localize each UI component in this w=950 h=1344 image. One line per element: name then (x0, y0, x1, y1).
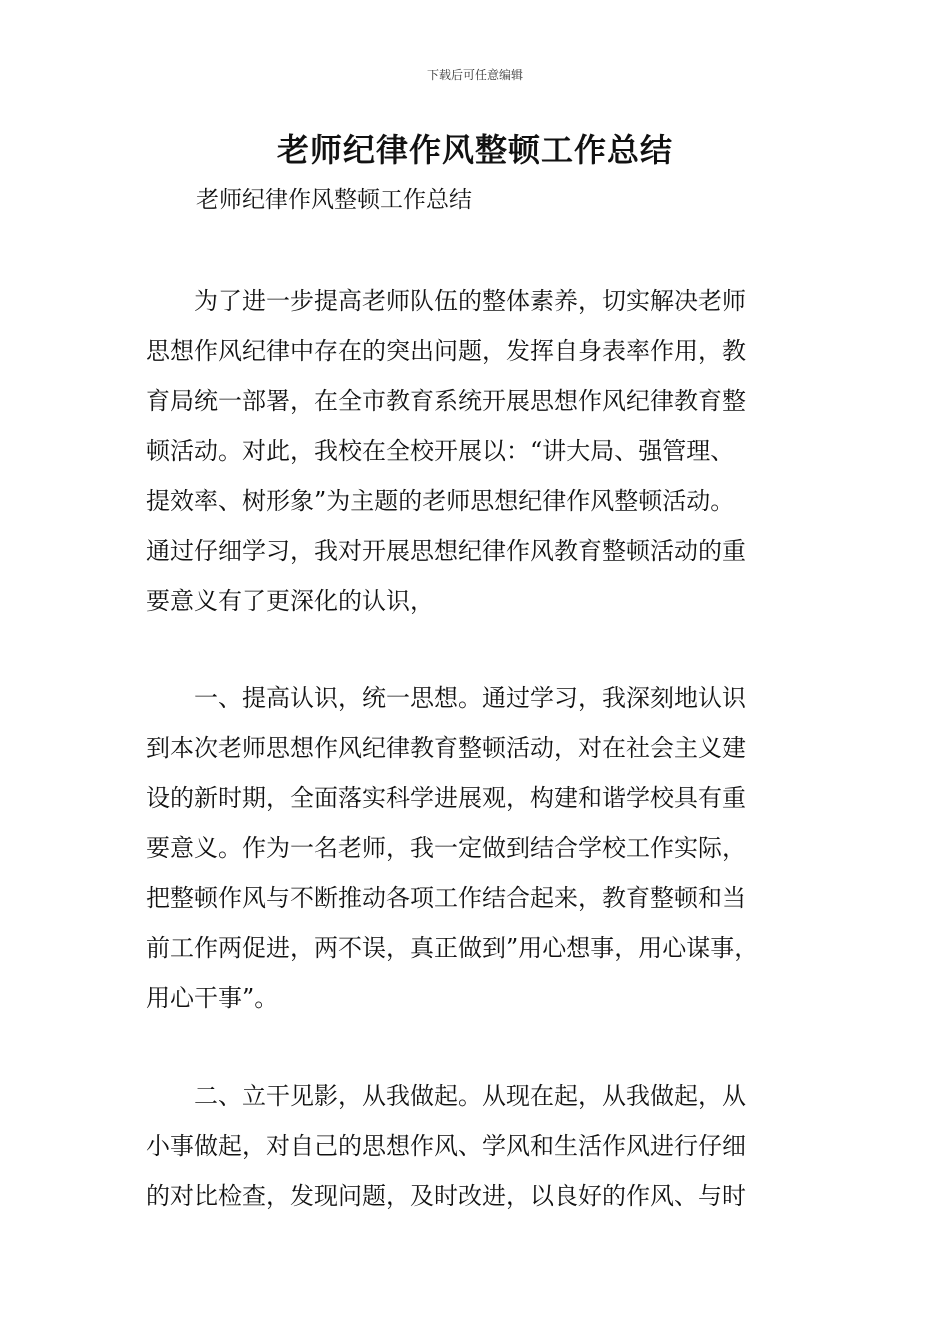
document-subtitle: 老师纪律作风整顿工作总结 (196, 187, 472, 213)
paragraph-line: 育局统一部署，在全市教育系统开展思想作风纪律教育整 (146, 387, 746, 415)
document-title: 老师纪律作风整顿工作总结 (276, 131, 673, 169)
paragraph-line: 设的新时期，全面落实科学进展观，构建和谐学校具有重 (146, 784, 746, 812)
paragraph-line: 要意义。作为一名老师，我一定做到结合学校工作实际， (146, 834, 746, 862)
paragraph-line: 用心干事”。 (146, 984, 279, 1012)
paragraph-line: 提效率、树形象”为主题的老师思想纪律作风整顿活动。 (146, 487, 735, 515)
paragraph-line: 前工作两促进，两不误，真正做到”用心想事，用心谋事， (146, 934, 759, 962)
paragraph-line: 把整顿作风与不断推动各项工作结合起来，教育整顿和当 (146, 884, 746, 912)
paragraph-line: 一、提高认识，统一思想。通过学习，我深刻地认识 (146, 684, 746, 712)
paragraph-line: 思想作风纪律中存在的突出问题，发挥自身表率作用，教 (146, 337, 746, 365)
paragraph-section-one (146, 673, 816, 1023)
paragraph-line: 二、立干见影，从我做起。从现在起，从我做起，从 (146, 1082, 746, 1110)
header-note: 下载后可任意编辑 (426, 68, 523, 82)
paragraph-line: 小事做起，对自己的思想作风、学风和生活作风进行仔细 (146, 1132, 746, 1160)
paragraph-line: 到本次老师思想作风纪律教育整顿活动，对在社会主义建 (146, 734, 746, 762)
paragraph-line: 的对比检查，发现问题，及时改进，以良好的作风、与时 (146, 1182, 746, 1210)
paragraph-line: 顿活动。对此，我校在全校开展以：“讲大局、强管理、 (146, 437, 735, 465)
paragraph-section-two (146, 1071, 816, 1221)
paragraph-intro (146, 276, 816, 626)
paragraph-line: 要意义有了更深化的认识， (146, 587, 434, 615)
paragraph-line: 为了进一步提高老师队伍的整体素养，切实解决老师 (146, 287, 746, 315)
paragraph-line: 通过仔细学习，我对开展思想纪律作风教育整顿活动的重 (146, 537, 746, 565)
